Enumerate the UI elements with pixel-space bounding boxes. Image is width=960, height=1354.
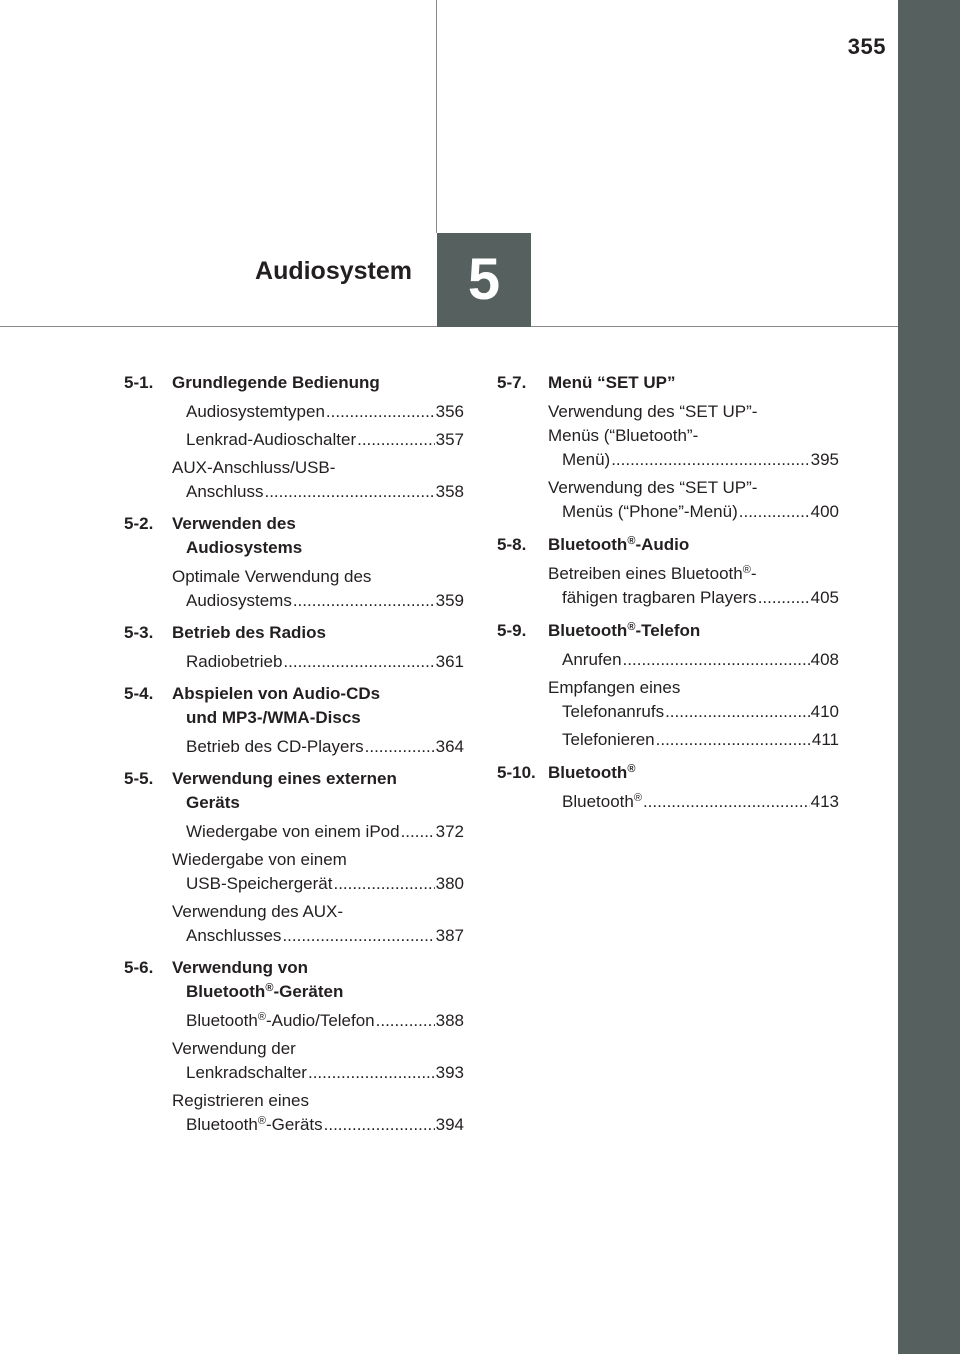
section-title-cont: und MP3-/WMA-Discs	[186, 708, 361, 727]
entry-title: Menü)	[562, 450, 611, 469]
section-number: 5-6.	[124, 958, 154, 977]
entry-page: 410	[810, 702, 839, 721]
entry-title-cont: -Geräts	[265, 1115, 323, 1134]
section-title: Bluetooth	[548, 621, 628, 640]
toc-entry	[548, 790, 839, 814]
page-number: 355	[847, 34, 886, 59]
section-title: Verwendung von	[172, 958, 309, 977]
entry-title-line: Verwendung der	[172, 1039, 296, 1058]
registered-mark: ®	[257, 1115, 266, 1127]
toc-entry	[172, 650, 464, 674]
entry-title: Menüs (“Phone”-Menü)	[562, 502, 738, 521]
section-title: Betrieb des Radios	[172, 623, 326, 642]
toc-entry	[172, 900, 464, 948]
entry-title-line: Optimale Verwendung des	[172, 567, 372, 586]
toc-section-5-10	[497, 761, 839, 785]
entry-title: Bluetooth	[186, 1115, 258, 1134]
entry-page: 364	[435, 737, 464, 756]
registered-mark: ®	[742, 564, 751, 576]
toc-section-5-6	[124, 956, 464, 1004]
toc-section-5-7	[497, 371, 839, 395]
entry-title: Anrufen	[562, 650, 622, 669]
section-title: Verwenden des	[172, 514, 296, 533]
entry-page: 372	[435, 822, 464, 841]
entry-title: USB-Speichergerät	[186, 874, 333, 893]
entry-page: 358	[435, 482, 464, 501]
entry-title: Telefonieren	[562, 730, 655, 749]
section-title-cont: Geräts	[186, 793, 240, 812]
toc-entry	[548, 400, 839, 472]
entry-title: Bluetooth	[562, 792, 634, 811]
toc-entry	[172, 565, 464, 613]
section-number: 5-7.	[497, 373, 527, 392]
section-title: Bluetooth	[548, 763, 628, 782]
toc-column-right	[497, 371, 839, 818]
toc-entry	[548, 648, 839, 672]
section-title-cont: -Telefon	[635, 621, 701, 640]
toc-entry	[172, 1037, 464, 1085]
section-title: Grundlegende Bedienung	[172, 373, 380, 392]
section-title: Abspielen von Audio-CDs	[172, 684, 381, 703]
entry-title-cont: -Audio/Telefon	[265, 1011, 375, 1030]
toc-entry	[172, 400, 464, 424]
entry-title-line: Registrieren eines	[172, 1091, 310, 1110]
entry-title: Radiobetrieb	[186, 652, 283, 671]
toc-section-5-8	[497, 533, 839, 557]
toc-entry	[172, 456, 464, 504]
entry-page: 405	[810, 588, 839, 607]
section-title: Menü “SET UP”	[548, 373, 676, 392]
section-number: 5-3.	[124, 623, 154, 642]
section-number: 5-8.	[497, 535, 527, 554]
toc-section-5-5	[124, 767, 464, 815]
toc-entry	[172, 820, 464, 844]
entry-title-line: Betreiben eines Bluetooth	[548, 564, 743, 583]
toc-section-5-4	[124, 682, 464, 730]
section-title-cont: -Audio	[635, 535, 690, 554]
toc-entry	[172, 428, 464, 452]
entry-page: 361	[435, 652, 464, 671]
toc-section-5-1	[124, 371, 464, 395]
toc-section-5-3	[124, 621, 464, 645]
toc-entry	[172, 1009, 464, 1033]
section-title: Verwendung eines externen	[172, 769, 397, 788]
registered-mark: ®	[627, 535, 636, 547]
toc-entry	[548, 476, 839, 524]
section-number: 5-10.	[497, 763, 536, 782]
registered-mark: ®	[627, 621, 636, 633]
entry-page: 357	[435, 430, 464, 449]
entry-title: Bluetooth	[186, 1011, 258, 1030]
toc-column-left	[124, 371, 464, 1141]
section-title-cont: Audiosystems	[186, 538, 303, 557]
entry-page: 387	[435, 926, 464, 945]
entry-title-line: Wiedergabe von einem	[172, 850, 347, 869]
toc-entry	[172, 1089, 464, 1137]
toc-section-5-9	[497, 619, 839, 643]
registered-mark: ®	[627, 763, 636, 775]
entry-title-line: Empfangen eines	[548, 678, 681, 697]
entry-title-line-cont: -	[750, 564, 757, 583]
entry-page: 413	[810, 792, 839, 811]
entry-page: 356	[435, 402, 464, 421]
entry-title: Audiosystemtypen	[186, 402, 325, 421]
section-number: 5-5.	[124, 769, 154, 788]
entry-page: 388	[435, 1011, 464, 1030]
section-number: 5-1.	[124, 373, 154, 392]
entry-title-line: AUX-Anschluss/USB-	[172, 458, 336, 477]
section-number: 5-9.	[497, 621, 527, 640]
entry-page: 395	[810, 450, 839, 469]
entry-title: Anschluss	[186, 482, 264, 501]
chapter-sidebar	[898, 0, 960, 1354]
header-divider-vertical	[436, 0, 437, 233]
entry-title: Wiedergabe von einem iPod	[186, 822, 400, 841]
entry-title: Betrieb des CD-Players	[186, 737, 364, 756]
section-number: 5-4.	[124, 684, 154, 703]
entry-title: Lenkrad-Audioschalter	[186, 430, 357, 449]
entry-title: Anschlusses	[186, 926, 282, 945]
entry-page: 400	[810, 502, 839, 521]
section-title-cont: -Geräten	[273, 982, 344, 1001]
toc-entry	[548, 676, 839, 724]
chapter-title: Audiosystem	[255, 257, 412, 285]
entry-page: 408	[810, 650, 839, 669]
entry-title: fähigen tragbaren Players	[562, 588, 757, 607]
entry-title-line: Verwendung des AUX-	[172, 902, 344, 921]
toc-entry	[172, 848, 464, 896]
entry-page: 411	[811, 730, 839, 749]
entry-title-line: Verwendung des “SET UP”-	[548, 478, 758, 497]
registered-mark: ®	[633, 792, 642, 804]
entry-page: 380	[435, 874, 464, 893]
registered-mark: ®	[265, 982, 274, 994]
registered-mark: ®	[257, 1011, 266, 1023]
entry-page: 359	[435, 591, 464, 610]
toc-entry	[172, 735, 464, 759]
toc-entry	[548, 562, 839, 610]
toc-section-5-2	[124, 512, 464, 560]
section-title: Bluetooth	[548, 535, 628, 554]
entry-title-line: Menüs (“Bluetooth”-	[548, 426, 699, 445]
entry-title: Telefonanrufs	[562, 702, 665, 721]
section-title-cont: Bluetooth	[186, 982, 266, 1001]
toc-entry	[548, 728, 839, 752]
chapter-number-box: 5	[437, 233, 531, 327]
entry-title: Lenkradschalter	[186, 1063, 307, 1082]
entry-page: 393	[435, 1063, 464, 1082]
entry-title: Audiosystems	[186, 591, 292, 610]
section-number: 5-2.	[124, 514, 154, 533]
entry-page: 394	[435, 1115, 464, 1134]
entry-title-line: Verwendung des “SET UP”-	[548, 402, 758, 421]
